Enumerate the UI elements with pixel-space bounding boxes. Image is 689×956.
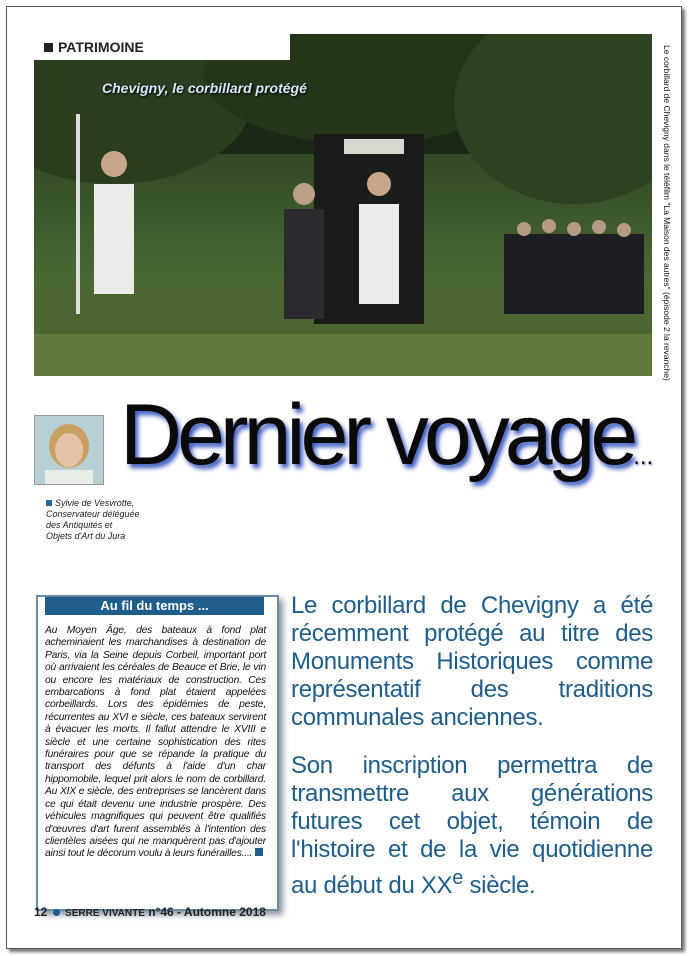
sidebar-body: Au Moyen Âge, des bateaux à fond plat acheminaient les marchandises à destination de Paris, via la Seine depuis Corbeil, important port où arrivaient les céréales de Beauce et Brie, le vin ou encore les matériaux de construction. Ces embarcations à fond plat étaient appelées corbeillards. Lors des épidémies de peste, récurrentes au XVI e siècle, ces bateaux servirent à évacuer les morts. Il fallut attendre le XVIII e siècle et une certaine sophistication des rites funéraires pour que se répande la pratique du transport des défunts à l'aide d'un char hippomobile, lequel prit alors le nom de corbillard. Au XIX e siècle, des entreprises se lancèrent dans ce qui était devenu une industrie prospère. Des véhicules magnifiques qui peuvent être qualifiés d'œuvres d'art furent assemblés à l'intention des clientèles aisées qui ne manquèrent pas d'ajouter ainsi tout le décorum voulu à leurs funérailles.... (45, 625, 266, 860)
author-role-2: des Antiquités et (46, 520, 113, 530)
lead-paragraph-1: Le corbillard de Chevigny a été récemment protégé au titre des Monuments Historiques comme représentatif des traditions communales anciennes. (291, 592, 653, 731)
title-main: Dernier voyage (120, 387, 634, 483)
sidebar-text (45, 625, 266, 861)
end-mark-icon (255, 848, 263, 856)
lead-paragraph-2-end: siècle. (463, 872, 536, 899)
author-role-1: Conservateur déléguée (46, 509, 140, 519)
author-avatar-illustration (35, 416, 103, 484)
square-bullet-icon (46, 500, 52, 506)
author-name: Sylvie de Vesvrotte, (55, 498, 135, 508)
photo-caption: Chevigny, le corbillard protégé (102, 80, 307, 96)
lead-paragraph-2 (291, 752, 653, 900)
bullet-dot-icon (53, 909, 60, 916)
magazine-name: SERRE VIVANTE (65, 908, 145, 919)
lead-paragraph-2-text: Son inscription permettra de transmettre aux générations futures cet objet, témoin de l'histoire et de la vie quotidienne au début du XX (291, 752, 653, 899)
author-portrait (34, 415, 104, 485)
sidebar-heading: Au fil du temps ... (45, 597, 264, 615)
title-ellipsis: ... (633, 443, 654, 470)
section-tag (34, 34, 290, 60)
lead-superscript: e (452, 867, 464, 889)
page-number: 12 (34, 905, 48, 919)
article-title (120, 387, 654, 483)
square-bullet-icon (44, 43, 53, 52)
photo-credit: Le corbillard de Chevigny dans le téléfilm "La Maison des autres" (épisode 2 la revanche) (662, 45, 672, 381)
author-block (46, 498, 140, 542)
section-label: PATRIMOINE (58, 39, 144, 55)
author-role-3: Objets d'Art du Jura (46, 531, 126, 541)
page-footer (34, 905, 266, 919)
issue-info: n°46 - Automne 2018 (148, 905, 266, 919)
